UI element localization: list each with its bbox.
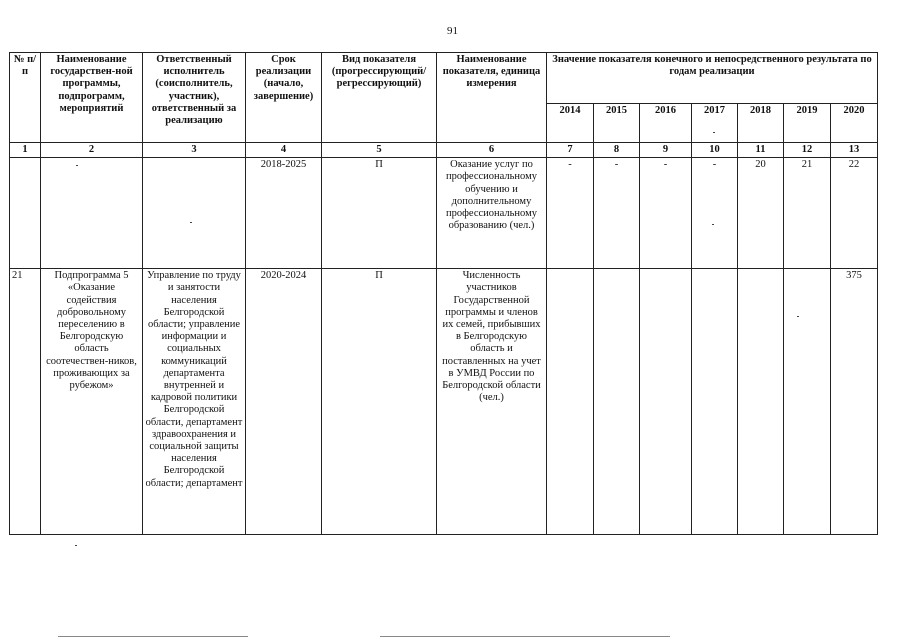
header-indicator: Наименование показателя, единица измерения <box>437 53 547 143</box>
row-num: 21 <box>10 269 41 535</box>
column-number: 12 <box>784 143 831 158</box>
header-year: 2018 <box>738 104 784 143</box>
scan-speck <box>712 224 714 225</box>
row-period: 2018-2025 <box>246 158 322 269</box>
scan-speck <box>190 222 192 223</box>
header-kind: Вид показателя (прогрессирующий/ регрессирующий) <box>322 53 437 143</box>
header-year: 2020 <box>831 104 878 143</box>
row-value: - <box>692 158 738 269</box>
row-executor <box>143 158 246 269</box>
scan-edge-line <box>58 636 248 637</box>
row-value <box>640 269 692 535</box>
row-value <box>784 269 831 535</box>
row-kind: П <box>322 269 437 535</box>
table-row <box>10 158 878 269</box>
column-number: 4 <box>246 143 322 158</box>
header-executor: Ответственный исполнитель (соисполнитель, участник), ответственный за реализацию <box>143 53 246 143</box>
column-number: 9 <box>640 143 692 158</box>
header-year: 2016 <box>640 104 692 143</box>
column-number: 6 <box>437 143 547 158</box>
row-value: - <box>594 158 640 269</box>
row-value: - <box>547 158 594 269</box>
header-row <box>10 53 878 104</box>
column-number: 5 <box>322 143 437 158</box>
header-num: № п/п <box>10 53 41 143</box>
header-year: 2017 <box>692 104 738 143</box>
row-value <box>738 269 784 535</box>
row-program: Подпрограмма 5 «Оказание содействия добровольному переселению в Белгородскую область соотечествен-ников, проживающих за рубежом» <box>41 269 143 535</box>
column-number: 11 <box>738 143 784 158</box>
row-executor: Управление по труду и занятости населения Белгородской области; управление информации и социальных коммуникаций департамента внутренней и кадровой политики Белгородской области, департамент здравоохранения и социальной защиты населения Белгородской области; департамент <box>143 269 246 535</box>
column-number: 2 <box>41 143 143 158</box>
column-number: 8 <box>594 143 640 158</box>
header-year: 2014 <box>547 104 594 143</box>
row-value <box>547 269 594 535</box>
row-value: 22 <box>831 158 878 269</box>
scan-speck <box>713 132 715 133</box>
row-value: - <box>640 158 692 269</box>
row-num <box>10 158 41 269</box>
row-period: 2020-2024 <box>246 269 322 535</box>
column-number: 3 <box>143 143 246 158</box>
header-period: Срок реализации (начало, завершение) <box>246 53 322 143</box>
scan-edge-line <box>380 636 670 637</box>
row-kind: П <box>322 158 437 269</box>
scan-speck <box>76 165 78 166</box>
table-row <box>10 269 878 535</box>
row-value <box>594 269 640 535</box>
row-value: 21 <box>784 158 831 269</box>
column-number: 1 <box>10 143 41 158</box>
column-number: 10 <box>692 143 738 158</box>
column-number: 7 <box>547 143 594 158</box>
row-program <box>41 158 143 269</box>
header-program: Наименование государствен-ной программы, подпрограмм, мероприятий <box>41 53 143 143</box>
page-number: 91 <box>447 25 458 37</box>
column-numbers-row <box>10 143 878 158</box>
row-value: 375 <box>831 269 878 535</box>
scan-speck <box>75 545 77 546</box>
scan-speck <box>797 316 799 317</box>
header-year: 2015 <box>594 104 640 143</box>
row-value <box>692 269 738 535</box>
indicators-table <box>9 52 878 535</box>
row-indicator: Оказание услуг по профессиональному обучению и дополнительному профессиональному образованию (чел.) <box>437 158 547 269</box>
column-number: 13 <box>831 143 878 158</box>
row-value: 20 <box>738 158 784 269</box>
header-year: 2019 <box>784 104 831 143</box>
row-indicator: Численность участников Государственной программы и членов их семей, прибывших в Белгородскую область и поставленных на учет в УМВД России по Белгородской области (чел.) <box>437 269 547 535</box>
header-values-group: Значение показателя конечного и непосредственного результата по годам реализации <box>547 53 878 104</box>
